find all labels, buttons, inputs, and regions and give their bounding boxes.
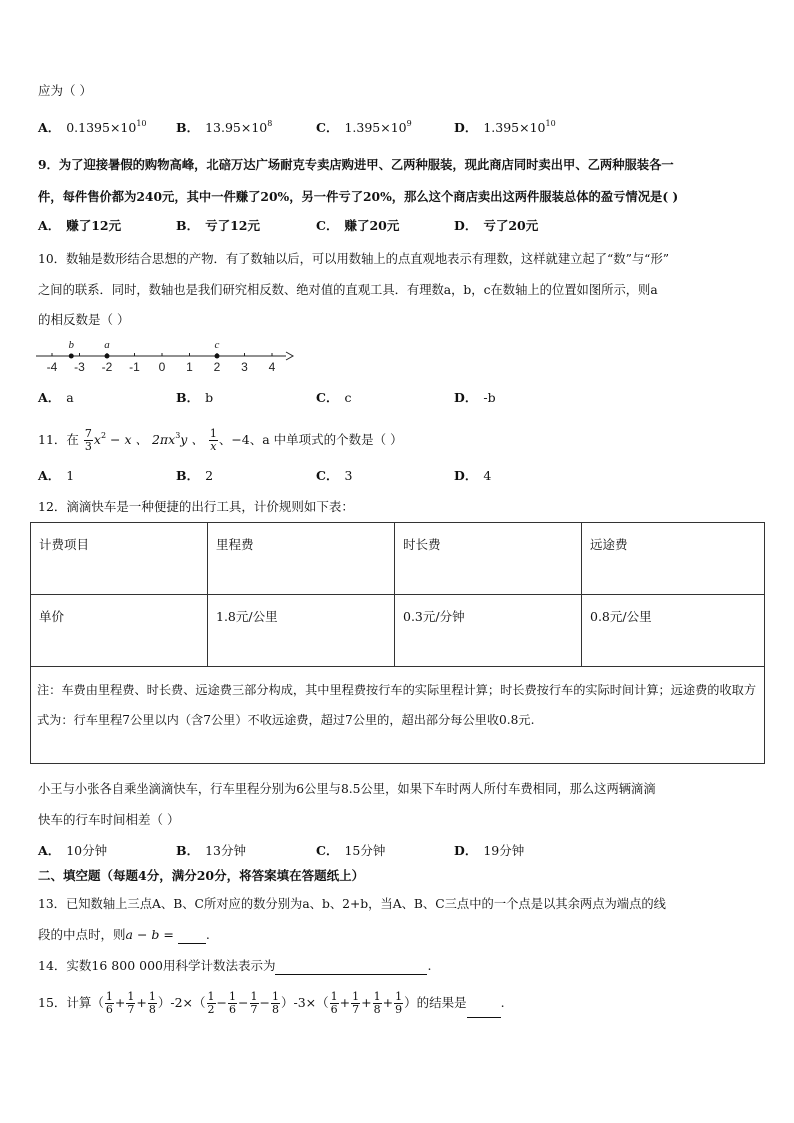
q15-line [38,988,505,1018]
number-line-tick-label: 0 [158,360,166,374]
number-line-point-label: b [68,339,74,351]
number-line-tick-label: 3 [241,360,248,374]
table-cell: 0.3元/分钟 [395,595,582,667]
table-row [31,595,765,667]
operator: − [238,995,249,1010]
q8-option-a: A． $0.1395\times 10^{10}$ [38,119,147,135]
q12-option-c: C． 15分钟 [316,843,386,858]
fare-table [30,522,765,764]
fraction: $\frac{1}{7}$ [250,990,258,1016]
number-line-tick-label: -4 [46,360,58,374]
table-cell: 1.8元/公里 [208,595,395,667]
fraction: $\frac{1}{6}$ [105,990,113,1016]
table-cell: 时长费 [395,523,582,595]
q15-middle-2: ）-3×（ [280,995,329,1010]
q9-line-1: 9．为了迎接暑假的购物高峰，北碚万达广场耐克专卖店购进甲、乙两种服装，现此商店同时卖出甲、乙两种服装各一 [38,157,674,172]
q15-tail: ）的结果是 [404,995,467,1010]
operator: + [114,995,126,1010]
operator: + [136,995,147,1010]
operator: − [216,995,228,1010]
q11-option-b: B． 2 [176,468,214,483]
fraction: $\frac{1}{2}$ [207,990,215,1016]
q15-period: . [500,995,505,1010]
q10-line-3: 的相反数是（ ） [38,312,130,327]
operator: + [339,995,351,1010]
table-cell: 单价 [31,595,208,667]
number-line-point-b [69,354,74,359]
section-2-heading: 二、填空题（每题4分，满分20分，将答案填在答题纸上） [38,868,365,883]
number-line-tick-label: 2 [213,360,221,374]
fraction: $\frac{1}{8}$ [271,990,279,1016]
q10-line-2: 之间的联系．同时，数轴也是我们研究相反数、绝对值的直观工具．有理数a，b，c在数轴上的位置如图所示，则a [38,283,658,297]
q11-stem: 11．在 $\frac{7}{3}$ $x^2 - x$ 、 $2\pi x^3y$ 、 $\frac{1}{x}$ 、−4、a 中单项式的个数是（ ） [38,427,403,453]
q9-option-a: A． 赚了12元 [38,218,122,233]
table-cell: 0.8元/公里 [582,595,765,667]
number-line-tick-label: -1 [129,360,140,374]
q12-after-2: 快车的行车时间相差（ ） [38,812,180,827]
q8-option-b: B． $13.95\times 10^8$ [176,119,273,135]
q9-option-b: B． 亏了12元 [176,218,260,233]
number-line-point-c [215,354,220,359]
number-line-tick-label: -3 [74,360,85,374]
q10-option-b: B． b [176,390,214,405]
q10-number-line [36,336,294,376]
table-cell: 远途费 [582,523,765,595]
q9-option-c: C． 赚了20元 [316,218,400,233]
fraction: $\frac{1}{7}$ [352,990,360,1016]
fraction: $\frac{1}{9}$ [395,990,403,1016]
fraction: $\frac{1}{7}$ [127,990,135,1016]
q12-option-d: D． 19分钟 [454,843,525,858]
q15-middle-1: ）-2×（ [157,995,206,1010]
table-header-row [31,523,765,595]
number-line-tick-label: 1 [186,360,193,374]
operator: + [382,995,394,1010]
q14-answer-blank[interactable] [275,960,427,975]
q9-option-d: D． 亏了20元 [454,218,539,233]
table-cell: 计费项目 [31,523,208,595]
q12-stem: 12．滴滴快车是一种便捷的出行工具，计价规则如下表： [38,499,354,514]
fraction: $\frac{1}{8}$ [373,990,381,1016]
q9-line-2: 件，每件售价都为240元，其中一件赚了20%，另一件亏了20%，那么这个商店卖出这两件服装总体的盈亏情况是( ) [38,189,679,204]
number-line-arrow [286,352,293,360]
fraction: $\frac{1}{8}$ [148,990,156,1016]
number-line-tick-label: -2 [101,360,113,374]
q14-line: 14．实数16 800 000用科学计数法表示为 . [38,958,432,973]
q8-stem-end: 应为（ ） [38,83,92,98]
q11-fraction-1-x: $\frac{1}{x}$ [209,427,217,453]
q15-prefix: 15．计算（ [38,995,104,1010]
q11-option-d: D． 4 [454,468,492,483]
q10-option-d: D． -b [454,390,496,405]
q8-option-c: C． $1.395\times 10^9$ [316,119,412,135]
q13-line-2: 段的中点时，则a − b = . [38,927,210,942]
q13-line-1: 13．已知数轴上三点A、B、C所对应的数分别为a、b、2+b，当A、B、C三点中的一个点是以其余两点为端点的线 [38,897,666,911]
fraction: $\frac{1}{6}$ [330,990,338,1016]
q13-answer-blank[interactable] [178,929,206,944]
q10-option-c: C． c [316,390,352,405]
q11-option-c: C． 3 [316,468,353,483]
number-line-point-label: c [214,339,220,351]
fraction: $\frac{1}{6}$ [229,990,237,1016]
number-line-point-a [105,354,110,359]
table-note-row [31,667,765,764]
operator: − [259,995,270,1010]
number-line-tick-label: 4 [268,360,276,374]
q12-option-b: B． 13分钟 [176,843,246,858]
q15-answer-blank[interactable] [467,1003,501,1018]
q11-option-a: A． 1 [38,468,75,483]
q12-after-1: 小王与小张各自乘坐滴滴快车，行车里程分别为6公里与8.5公里，如果下车时两人所付车费相同，那么这两辆滴滴 [38,782,656,796]
q11-fraction-7-3: $\frac{7}{3}$ [84,427,92,453]
q10-option-a: A． a [38,390,74,405]
q12-option-a: A． 10分钟 [38,843,108,858]
q10-line-1: 10．数轴是数形结合思想的产物．有了数轴以后，可以用数轴上的点直观地表示有理数，这样就建立起了“数”与“形” [38,252,670,266]
number-line-point-label: a [104,339,110,351]
table-note: 注：车费由里程费、时长费、远途费三部分构成，其中里程费按行车的实际里程计算；时长费按行车的实际时间计算；远途费的收取方式为：行车里程7公里以内（含7公里）不收远途费，超过7公里的，超出部分每公里收0.8元. [31,667,765,764]
q8-option-d: D． $1.395\times 10^{10}$ [454,119,556,135]
operator: + [361,995,372,1010]
table-cell: 里程费 [208,523,395,595]
